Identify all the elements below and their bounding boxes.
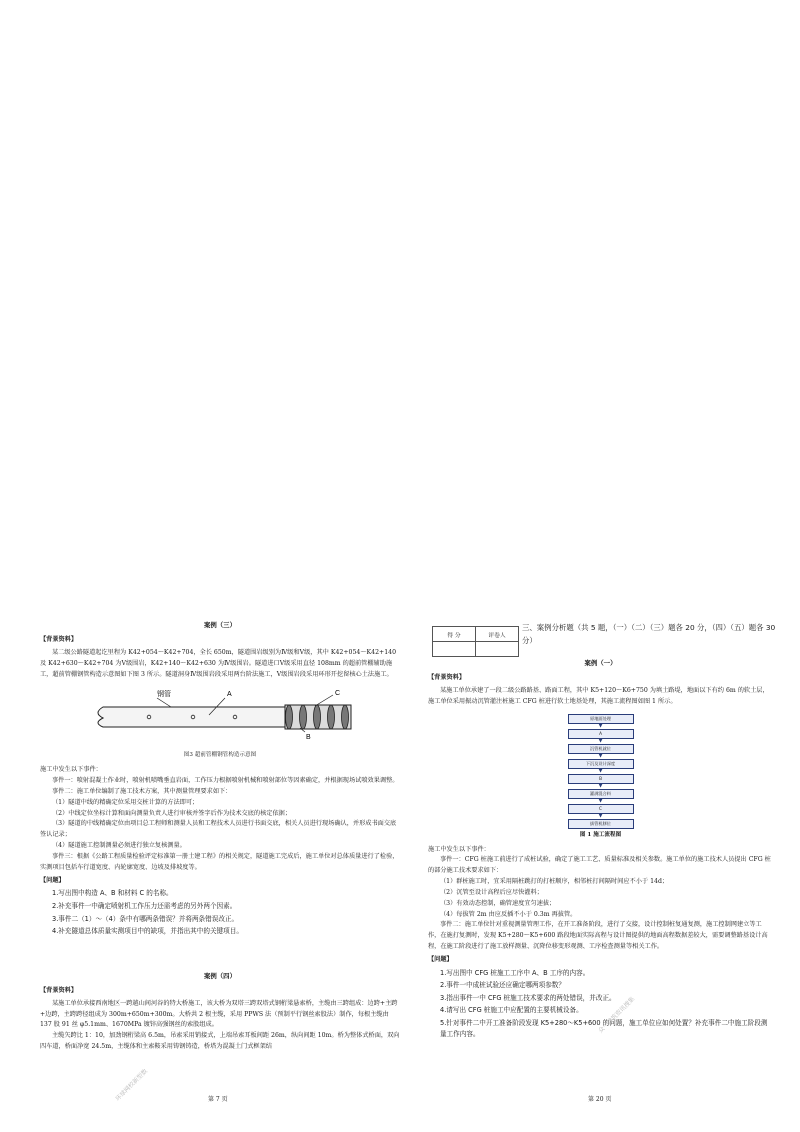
case1-events-intro: 施工中发生以下事件：	[428, 845, 490, 853]
case3-questions-heading: 【问题】	[40, 876, 65, 884]
case3-question: 3.事件二（1）～（4）条中有哪两条错误？并将两条错误改正。	[52, 914, 239, 923]
case1-item: （2）沉管至设计高程后应尽快灌料；	[440, 888, 543, 896]
case3-question: 2.补充事件一中确定喷射机工作压力还需考虑的另外两个因素。	[52, 902, 237, 911]
flow-arrow: ▼	[598, 752, 603, 759]
case1-questions-heading: 【问题】	[428, 955, 453, 963]
case1-background-text: 某施工单位承建了一段二级公路路基、路面工程，其中 K5+120～K6+750 为填土路堤，地面以下有约 6m 的软土层，施工单位采用振动沉管灌注桩施工 CFG 桩进行软土地基处理，其施工流程图如图 1 所示。	[428, 687, 769, 705]
part-title: 三、案例分析题（共 5 题，（一）（二）（三）题各 20 分，（四）（五）题各 30 分）	[522, 623, 776, 645]
case1-item: （1）群桩施工时，宜采用隔桩跳打的打桩顺序，相邻桩打间隔时间应不小于 14d；	[440, 878, 669, 886]
case3-item: （2）中线定位坐标计算和面向测量负责人进行审核并签字后作为技术交底的核定依据；	[52, 809, 292, 817]
label-a: A	[227, 690, 232, 698]
case3-title: 案例（三）	[204, 621, 236, 629]
case1-event1: 事件一：CFG 桩施工前进行了成桩试验，确定了施工工艺、质量标准及相关参数。施工单位的施工技术人员提出 CFG 桩的部分施工技术要求如下：	[428, 856, 771, 875]
flow-step: B	[568, 774, 634, 784]
pipe-diagram	[85, 687, 355, 750]
flow-step: 沉管机就位	[568, 744, 634, 754]
case3-figure-caption: 图3 超前管棚钢管构造示意图	[183, 752, 257, 759]
flow-arrow: ▼	[598, 767, 603, 774]
left-watermark: 环球网校新型数	[114, 1067, 150, 1103]
case1-question: 1.写出图中 CFG 桩施工工序中 A、B 工序的内容。	[440, 968, 590, 977]
grader-header: 评卷人	[476, 627, 519, 642]
flow-arrow: ▼	[598, 797, 603, 804]
case3-event2: 事件二：施工单位编制了施工技术方案，其中测量管理要求如下：	[52, 787, 232, 795]
case3-events-intro: 施工中发生以下事件：	[40, 766, 102, 774]
case1-figure-caption: 图 1 施工流程图	[579, 831, 622, 838]
flow-arrow: ▼	[598, 782, 603, 789]
case1-background-heading: 【背景资料】	[428, 674, 466, 682]
label-c: C	[335, 689, 341, 697]
case4-background-heading: 【背景资料】	[40, 986, 78, 994]
case3-event1: 事件一：喷射混凝土作业时，喷射机喷嘴垂直岩面，工作压力根据喷射机械和喷射部位等因素确定，并根据现场试喷效果调整。	[52, 777, 399, 785]
case1-question: 5.针对事件二中开工准备阶段发现 K5+280～K5+600 的问题，施工单位应如何处置？补充事件二中施工阶段测量工作内容。	[440, 1018, 768, 1039]
score-header: 得 分	[433, 627, 476, 642]
left-page-number: 第 7 页	[208, 1096, 228, 1103]
flow-step: A	[568, 729, 634, 739]
flow-step: 拔管机移位	[568, 819, 634, 829]
flow-step: 灌满混合料	[568, 789, 634, 799]
flow-arrow: ▼	[598, 722, 603, 729]
case1-question: 3.指出事件一中 CFG 桩施工技术要求的两处错误，并改正。	[440, 993, 616, 1002]
flow-arrow: ▼	[598, 737, 603, 744]
left-page	[40, 618, 400, 1053]
score-cell	[433, 642, 476, 657]
right-page	[428, 656, 773, 1042]
case4-text2: 主缆矢跨比 1：10，加劲钢桁梁高 6.5m，吊索采用销接式，上端吊索耳板间距 26m，纵向间距 10m。桥为整体式桥面，双向四车道，桥面净宽 24.5m，主缆体和主索鞍采用铸钢铸造，桥塔为混凝土门式框架结	[40, 1032, 400, 1051]
flow-arrow: ▼	[598, 812, 603, 819]
case3-event3: 事件三：根据《公路工程质量检验评定标准第一册土建工程》的相关规定，隧道施工完成后，施工单位对总体质量进行了检验，实测项目包括车行道宽度、内轮廓宽度、边坡及排坡度等。	[40, 852, 399, 871]
case3-background-text: 某二级公路隧道起讫里程为 K42+054～K42+704，全长 650m，隧道围岩级别为Ⅳ级和Ⅴ级，其中 K42+054～K42+140 及 K42+630～K42+704 为Ⅴ级围岩，K42+140～K42+630 为Ⅳ级围岩。隧道进口Ⅴ级采用直径 108mm 的超前管棚辅助施工，超前管棚钢管构造示意图如下图 3 所示。隧道洞身Ⅳ级围岩段采用两台阶法施工，Ⅴ级围岩段采用环形开挖留核心土法施工。	[40, 649, 396, 678]
case3-item: （3）隧道的中线精确定位由项目总工程师和测量人员和工程技术人员进行书面交底，相关人员进行现场确认，并形成书面交底签认记录；	[40, 820, 397, 839]
case3-item: （1）隧道中线的精确定位采用交桩计算的方法即可；	[52, 798, 199, 806]
flow-step: 原地面处理	[568, 714, 634, 724]
case1-question: 2.事件一中成桩试验还应确定哪两项参数？	[440, 981, 565, 990]
case3-question: 1.写出图中构造 A、B 和材料 C 的名称。	[52, 889, 173, 898]
case4-text1: 某施工单位承接西南地区一跨越山间河谷的特大桥施工，该大桥为双塔三跨双塔式钢桁梁悬索桥，主缆由三跨组成：边跨+主跨+边跨，主跨跨径组成为 300m+650m+300m。大桥共 2 根主缆，采用 PPWS 法（预制平行钢丝索股法）制作，每根主缆由 137 股 91 丝 φ5.1mm、1670MPa 镀锌高强钢丝的索股组成。	[40, 999, 398, 1029]
flow-step: C	[568, 804, 634, 814]
case1-item: （3）有效动态控制，确管速度宜匀速拔；	[440, 899, 556, 907]
case1-event2: 事件二：施工单位针对重视测量管理工作，在开工准备阶段，进行了交接，设计控制桩复通复测，施工控制网建立等工作，在施打复测时，发现 K5+280～K5+600 路段地面实际高程与设计图提供的地面高程数据差较大，需要调整路基设计高程，在施工阶段进行了施工放样测量、沉降位移变形观测、工序检查测量等相关工作。	[428, 921, 768, 951]
score-table	[432, 626, 519, 657]
label-b: B	[306, 733, 311, 741]
right-page-number: 第 20 页	[588, 1096, 612, 1103]
pipe-label: 钢管	[157, 690, 171, 698]
flow-step: 下沉及设计深度	[568, 759, 634, 769]
case4-title: 案例（四）	[204, 971, 236, 980]
case3-question: 4.补充隧道总体质量实测项目中的缺项，并指出其中的关键项目。	[52, 927, 243, 936]
case3-background-heading: 【背景资料】	[40, 636, 78, 644]
grader-cell	[476, 642, 519, 657]
construction-flowchart	[568, 714, 634, 829]
right-watermark: 众一建筑资讯搜集	[597, 995, 637, 1035]
pipe-diagram-svg	[85, 687, 355, 745]
case3-item: （4）隧道施工控制测量必须进行独立复核测量。	[52, 842, 186, 850]
case1-title: 案例（一）	[584, 659, 617, 667]
case1-item: （4）每拔管 2m 由应反插不小于 0.3m 再拔管。	[440, 910, 577, 918]
case1-question: 4.请写出 CFG 桩施工中应配置的主要机械设备。	[440, 1006, 583, 1015]
